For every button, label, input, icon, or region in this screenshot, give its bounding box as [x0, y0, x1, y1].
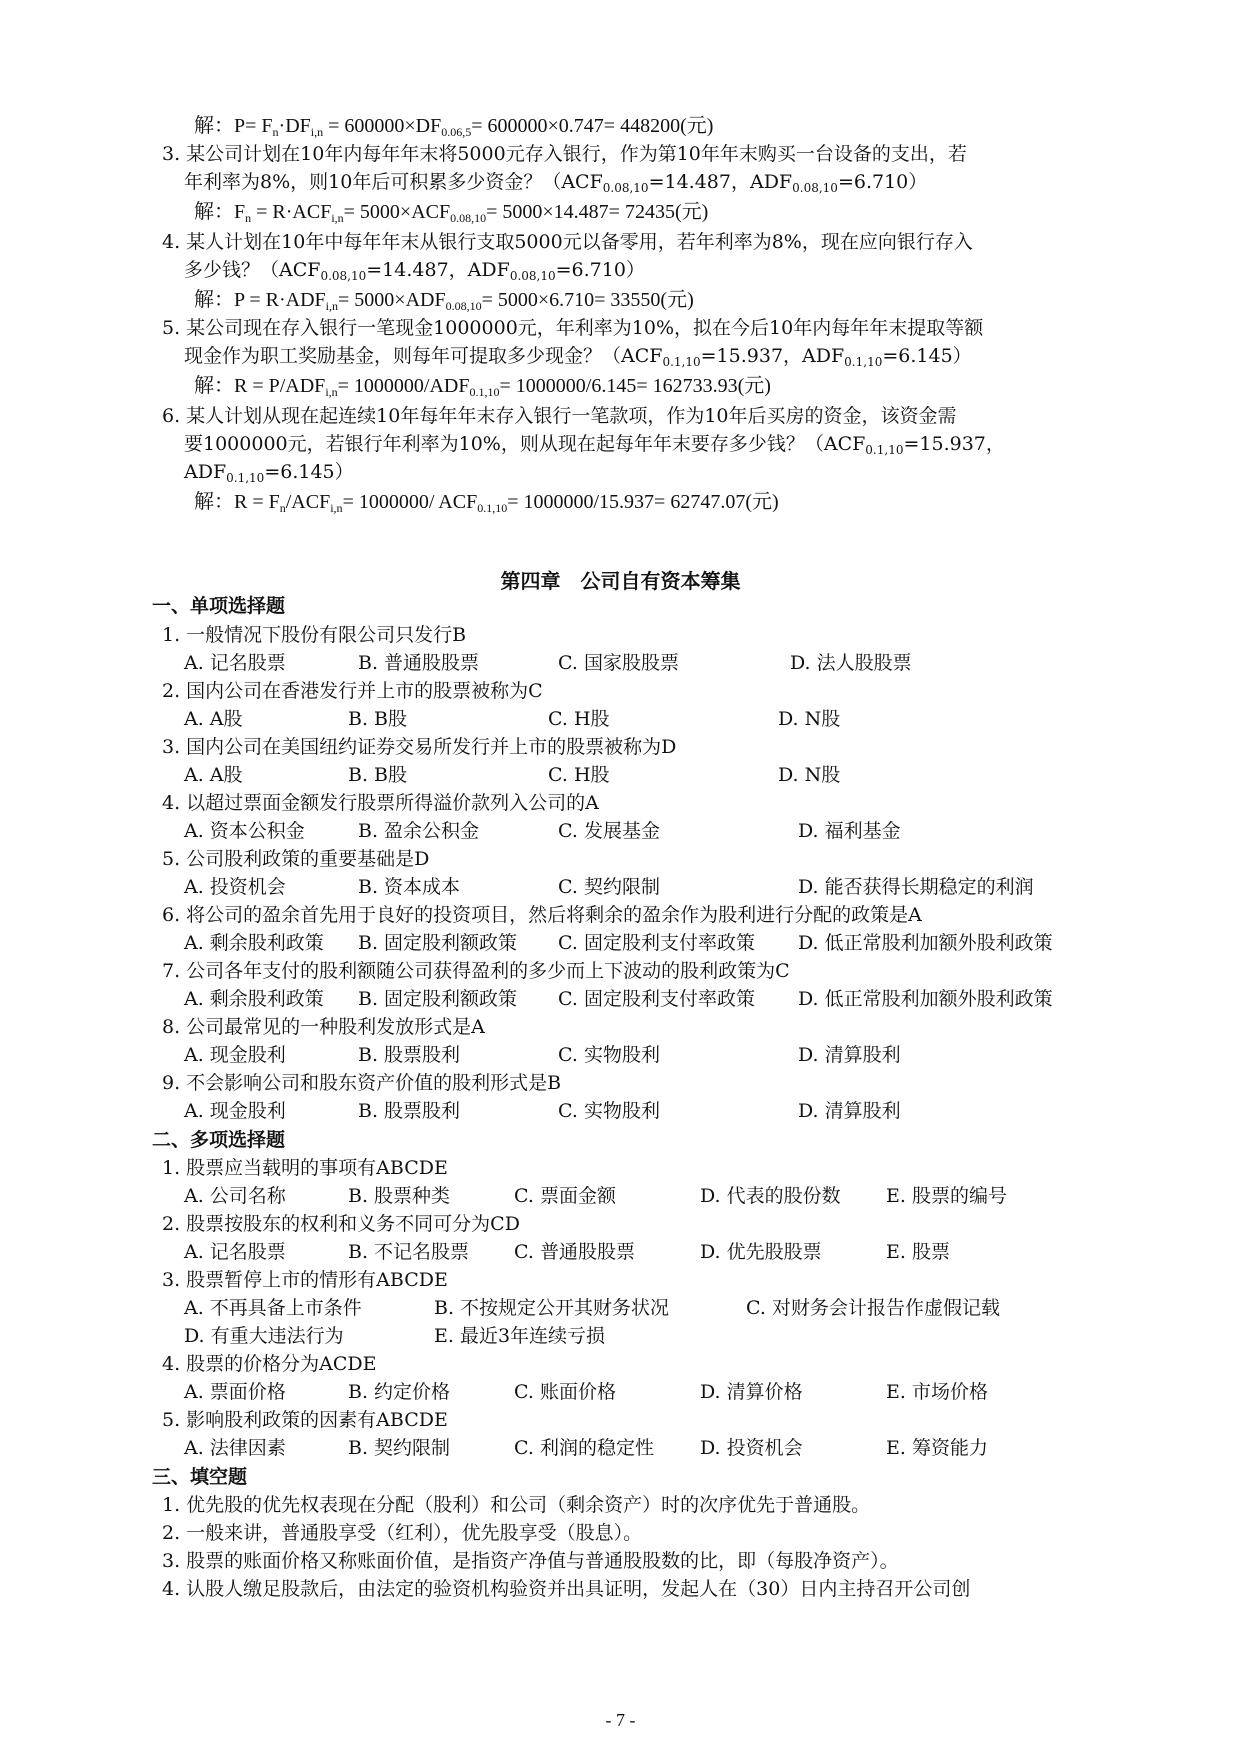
option: A. 票面价格 — [184, 1381, 286, 1403]
option: D. 代表的股份数 — [700, 1185, 841, 1207]
question-line: 3. 股票暂停上市的情形有ABCDE — [162, 1269, 448, 1291]
option: D. 法人股股票 — [790, 652, 912, 674]
option: D. 有重大违法行为 — [184, 1325, 344, 1347]
option: D. 低正常股利加额外股利政策 — [798, 932, 1053, 954]
option: B. 不记名股票 — [348, 1241, 470, 1263]
question-line: 4. 以超过票面金额发行股票所得溢价款列入公司的A — [162, 792, 599, 814]
fill-blank-item: 2. 一般来讲，普通股享受（红利），优先股享受（股息）。 — [162, 1522, 643, 1544]
question-line: 6. 将公司的盈余首先用于良好的投资项目，然后将剩余的盈余作为股利进行分配的政策是A — [162, 904, 922, 926]
question-line: 多少钱？（$ACF_{0.08,10}=14.487$，$ADF_{0.08,10}=6.710$） — [184, 259, 645, 283]
option: A. A股 — [184, 708, 243, 730]
question-line: 7. 公司各年支付的股利额随公司获得盈利的多少而上下波动的股利政策为C — [162, 960, 790, 982]
question-line: 2. 国内公司在香港发行并上市的股票被称为C — [162, 680, 543, 702]
section-title: 三、填空题 — [152, 1466, 248, 1488]
option: B. 股票股利 — [358, 1100, 461, 1122]
option: E. 市场价格 — [886, 1381, 988, 1403]
page-number: - 7 - — [605, 1710, 636, 1730]
fill-blank-item: 1. 优先股的优先权表现在分配（股利）和公司（剩余资产）时的次序优先于普通股。 — [162, 1494, 871, 1516]
option: D. 清算股利 — [798, 1044, 901, 1066]
question-line: 年利率为8%，则10年后可积累多少资金？（$ACF_{0.08,10}=14.487$，$ADF_{0.08,10}=6.710$） — [184, 171, 928, 195]
option: B. 资本成本 — [358, 876, 461, 898]
section-title: 一、单项选择题 — [152, 595, 286, 617]
option: A. 法律因素 — [184, 1437, 286, 1459]
option: C. 实物股利 — [558, 1044, 660, 1066]
question-line: 4. 股票的价格分为ACDE — [162, 1353, 377, 1375]
solution-line: 解：$P= F_n\cdot DF_{i,n} = 600000\times DF_{0.06,5}= 600000\times 0.747= 448200$(元) — [194, 115, 714, 139]
option: C. 票面金额 — [514, 1185, 616, 1207]
option: E. 股票的编号 — [886, 1185, 1007, 1207]
option: A. 公司名称 — [184, 1185, 286, 1207]
option: A. 投资机会 — [184, 876, 286, 898]
solution-line: 解：$R = F_n/ACF_{i,n}= 1000000/$ $ACF_{0.1,10}= 1000000/15.937= 62747.07$(元) — [194, 491, 779, 515]
question-line: 5. 某公司现在存入银行一笔现金1000000元，年利率为10%，拟在今后10年内每年年末提取等额 — [162, 317, 984, 339]
option: D. N股 — [778, 764, 841, 786]
option: A. 记名股票 — [184, 1241, 286, 1263]
option: D. 优先股股票 — [700, 1241, 822, 1263]
option: D. 低正常股利加额外股利政策 — [798, 988, 1053, 1010]
option: B. B股 — [348, 764, 408, 786]
option: C. 固定股利支付率政策 — [558, 932, 755, 954]
option: C. 账面价格 — [514, 1381, 616, 1403]
option: A. 现金股利 — [184, 1044, 286, 1066]
option: B. 约定价格 — [348, 1381, 451, 1403]
fill-blank-item: 4. 认股人缴足股款后，由法定的验资机构验资并出具证明，发起人在（30）日内主持召开公司创 — [162, 1578, 971, 1600]
option: E. 筹资能力 — [886, 1437, 988, 1459]
option: A. 资本公积金 — [184, 820, 305, 842]
option: C. 发展基金 — [558, 820, 660, 842]
option: C. 利润的稳定性 — [514, 1437, 654, 1459]
option: C. 对财务会计报告作虚假记载 — [746, 1297, 1000, 1319]
question-line: 5. 影响股利政策的因素有ABCDE — [162, 1409, 448, 1431]
option: C. 国家股股票 — [558, 652, 679, 674]
option: B. 不按规定公开其财务状况 — [434, 1297, 670, 1319]
option: B. 契约限制 — [348, 1437, 451, 1459]
chapter-title: 第四章 公司自有资本筹集 — [500, 569, 741, 593]
question-line: 3. 国内公司在美国纽约证券交易所发行并上市的股票被称为D — [162, 736, 677, 758]
option: B. 股票股利 — [358, 1044, 461, 1066]
option: B. 盈余公积金 — [358, 820, 480, 842]
option: B. 普通股股票 — [358, 652, 480, 674]
solution-line: 解：$R = P/ADF_{i,n}= 1000000/ADF_{0.1,10}= 1000000/6.145= 162733.93$(元) — [194, 375, 771, 399]
option: C. 契约限制 — [558, 876, 660, 898]
option: D. 清算股利 — [798, 1100, 901, 1122]
question-line: 1. 一般情况下股份有限公司只发行B — [162, 624, 467, 646]
option: A. 现金股利 — [184, 1100, 286, 1122]
option: B. B股 — [348, 708, 408, 730]
option: B. 固定股利额政策 — [358, 988, 518, 1010]
question-line: 2. 股票按股东的权利和义务不同可分为CD — [162, 1213, 520, 1235]
option: D. 能否获得长期稳定的利润 — [798, 876, 1034, 898]
option: D. 投资机会 — [700, 1437, 803, 1459]
solution-line: 解：$F_n = R\cdot ACF_{i,n}= 5000\times ACF_{0.08,10}= 5000\times 14.487= 72435$(元) — [194, 201, 709, 225]
option: C. H股 — [548, 764, 610, 786]
question-line: 6. 某人计划从现在起连续10年每年年末存入银行一笔款项，作为10年后买房的资金，该资金需 — [162, 405, 957, 427]
question-line: 8. 公司最常见的一种股利发放形式是A — [162, 1016, 485, 1038]
option: D. 清算价格 — [700, 1381, 803, 1403]
question-line: 9. 不会影响公司和股东资产价值的股利形式是B — [162, 1072, 562, 1094]
fill-blank-item: 3. 股票的账面价格又称账面价值，是指资产净值与普通股股数的比，即（每股净资产）。 — [162, 1550, 899, 1572]
question-line: 3. 某公司计划在10年内每年年末将5000元存入银行，作为第10年年末购买一台设备的支出，若 — [162, 143, 967, 165]
option: C. 普通股股票 — [514, 1241, 635, 1263]
section-title: 二、多项选择题 — [152, 1129, 286, 1151]
option: A. 剩余股利政策 — [184, 932, 324, 954]
option: C. 实物股利 — [558, 1100, 660, 1122]
question-line: 4. 某人计划在10年中每年年末从银行支取5000元以备零用，若年利率为8%，现在应向银行存入 — [162, 231, 973, 253]
question-line: 5. 公司股利政策的重要基础是D — [162, 848, 430, 870]
option: D. 福利基金 — [798, 820, 901, 842]
solution-line: 解：$P = R\cdot ADF_{i,n}= 5000\times ADF_{0.08,10}= 5000\times 6.710= 33550$(元) — [194, 289, 694, 313]
option: B. 固定股利额政策 — [358, 932, 518, 954]
option: D. N股 — [778, 708, 841, 730]
question-line: $ADF_{0.1,10}=6.145$） — [184, 461, 354, 485]
option: A. A股 — [184, 764, 243, 786]
option: C. H股 — [548, 708, 610, 730]
option: A. 记名股票 — [184, 652, 286, 674]
option: A. 不再具备上市条件 — [184, 1297, 362, 1319]
question-line: 要1000000元，若银行年利率为10%，则从现在起每年年末要存多少钱？（$ACF_{0.1,10}=15.937$， — [184, 433, 1005, 457]
option: C. 固定股利支付率政策 — [558, 988, 755, 1010]
option: A. 剩余股利政策 — [184, 988, 324, 1010]
option: E. 最近3年连续亏损 — [434, 1325, 606, 1347]
option: B. 股票种类 — [348, 1185, 451, 1207]
option: E. 股票 — [886, 1241, 950, 1263]
question-line: 1. 股票应当载明的事项有ABCDE — [162, 1157, 448, 1179]
question-line: 现金作为职工奖励基金，则每年可提取多少现金？（$ACF_{0.1,10}=15.937$，$ADF_{0.1,10}=6.145$） — [184, 345, 972, 369]
